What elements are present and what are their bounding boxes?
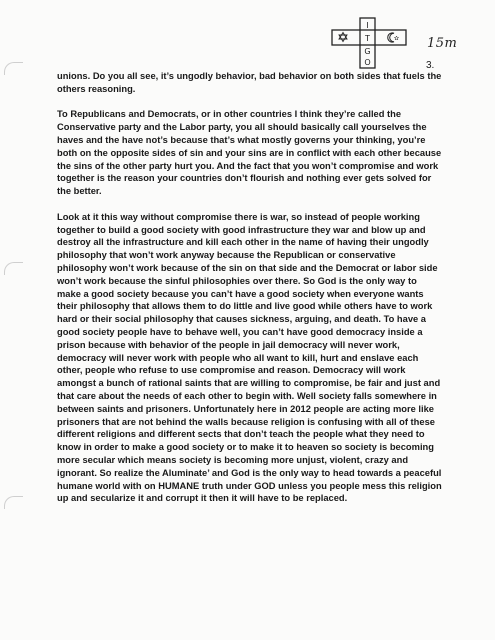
logo-letter: T — [365, 34, 370, 43]
star-of-david-icon — [339, 33, 347, 42]
punch-hole-mark — [4, 262, 23, 275]
paragraph: unions. Do you all see, it’s ungodly behavior, bad behavior on both sides that fuels the others reasoning. — [57, 71, 442, 94]
logo-letter: I — [366, 21, 369, 30]
paragraph: Look at it this way without compromise there is war, so instead of people working together to build a good society with good infrastructure they war and blow up and destroy all the infrastructure and kill each other in the name of having their ungodly philosophy that won’t work anyway because the Republican or conservative philosophy won’t work because of the sin on that side and the Democrat or labor side won’t work because the sinful philosophies over there. So God is the only way to make a good society because you can’t have a good society when everyone wants their philosophy that allows them to do little and live good while others have to work hard or their social philosophy that causes sickness, arguing, and death. To have a good society people have to behave well, you can’t have good democracy inside a prison because with behavior of the people in jail democracy will never work, democracy will never work with people who all want to kill, hurt and enslave each other, people who refuse to use compromise and reason. Democracy will work amongst a bunch of rational saints that are willing to compromise, be fair and just and that care about the needs of each other to begin with. Well society falls somewhere in between saints and prisoners. Unfortunately here in 2012 people are acting more like prisoners that are not behind the walls because religion is confusing with all of these different religions and different sects that don’t teach the people what they need to know in order to make a good society or to make it to heaven so society is becoming more secular which means society is becoming more unjust, violent, crazy and ignorant. So realize the Aluminate’ and God is the only way to head towards a peaceful humane world with on HUMANE truth under GOD unless you people mess this religion up and secularize it and corrupt it then it will have to be replaced. — [57, 211, 442, 504]
punch-hole-mark — [4, 62, 23, 75]
page-number: 3. — [426, 60, 435, 71]
logo-letter: G — [364, 47, 371, 56]
paragraph: To Republicans and Democrats, or in other countries I think they’re called the Conservative party and the Labor party, you all should basically call yourselves the haves and the have not’s because that’s what mostly governs your thinking, you’re both on the opposite sides of sin and your sins are in conflict with each other because the sins of the other party hurt you. And the fact that you won’t compromise and work together is the reason your countries don’t flourish and nothing ever gets solved for the better. — [57, 109, 442, 197]
crescent-icon — [388, 33, 399, 42]
cross-logo-icon — [328, 16, 410, 70]
logo-letter: O — [364, 58, 371, 67]
body-text — [57, 70, 442, 518]
punch-hole-mark — [4, 496, 23, 509]
handwritten-note: 15m — [427, 36, 458, 51]
